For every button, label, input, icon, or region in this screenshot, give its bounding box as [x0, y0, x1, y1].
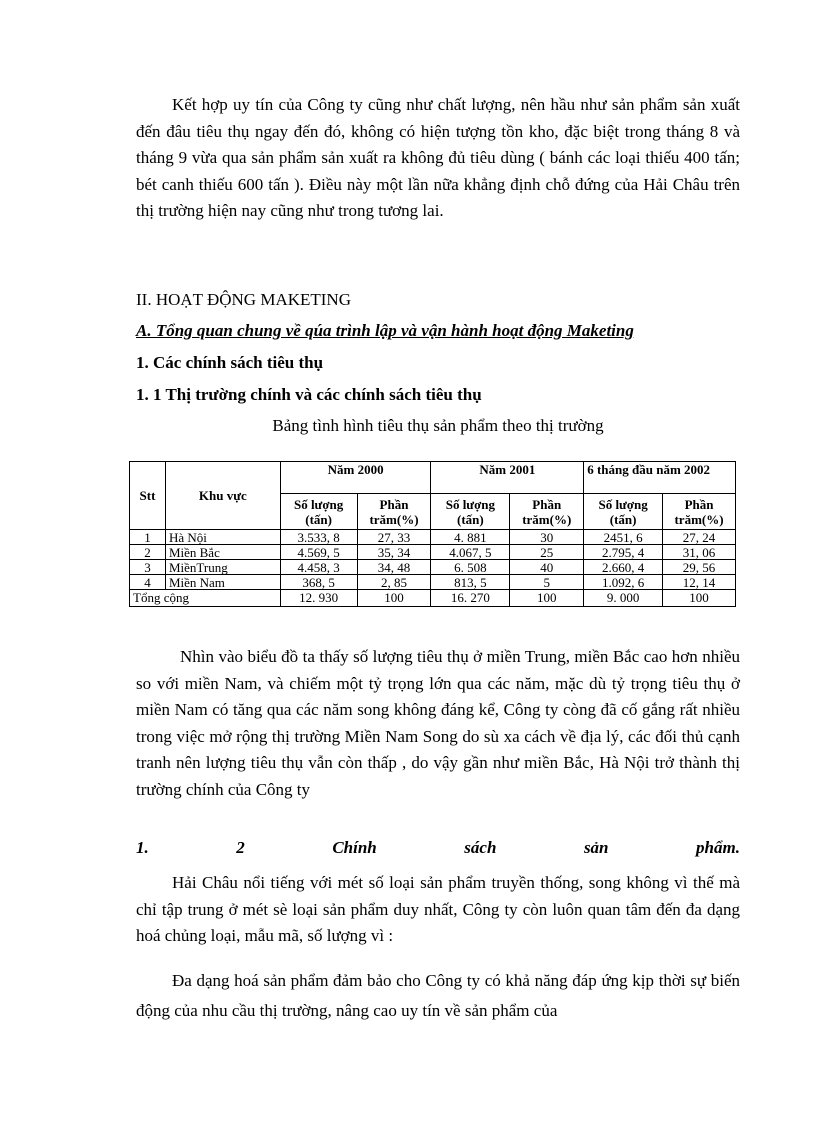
- paragraph-intro: Kết hợp uy tín của Công ty cũng như chất lượng, nên hầu như sản phẩm sản xuất đến đâu tiêu thụ ngay đến đó, không có hiện tượng tồn kho, đặc biệt trong tháng 8 và tháng 9 vừa qua sản phẩm sản xuất ra không đủ tiêu dùng ( bánh các loại thiếu 400 tấn; bét canh thiếu 600 tấn ). Điều này một lần nữa khẳng định chỗ đứng của Hải Châu trên thị trường hiện nay cũng như trong tương lai.: [136, 95, 741, 220]
- table-caption: Bảng tình hình tiêu thụ sản phẩm theo thị trường: [272, 416, 604, 435]
- header-pct-2000: Phần trăm(%): [357, 494, 431, 530]
- heading-section-1-2: 1. 2 Chính sách sản phẩm.: [136, 838, 740, 857]
- header-pct-2001: Phần trăm(%): [510, 494, 584, 530]
- paragraph-diversification: Đa dạng hoá sản phẩm đảm bảo cho Công ty có khả năng đáp ứng kịp thời sự biến động của nhu cầu thị trường, nâng cao uy tín về sản phẩm của: [136, 971, 741, 1020]
- header-stt: Stt: [130, 462, 166, 530]
- header-year-2002: 6 tháng đầu năm 2002: [584, 462, 736, 494]
- table-total-row: Tổng cộng 12. 930 100 16. 270 100 9. 000 100: [130, 590, 736, 607]
- table-row: 3 MiềnTrung 4.458, 3 34, 48 6. 508 40 2.660, 4 29, 56: [130, 560, 736, 575]
- heading-section-1-1: 1. 1 Thị trường chính và các chính sách tiêu thụ: [136, 385, 482, 404]
- table-row: 1 Hà Nội 3.533, 8 27, 33 4. 881 30 2451, 6 27, 24: [130, 530, 736, 545]
- heading-section-ii: II. HOẠT ĐỘNG MAKETING: [136, 290, 351, 309]
- header-region: Khu vực: [165, 462, 280, 530]
- heading-section-a: A. Tổng quan chung về qúa trình lập và vận hành hoạt động Maketing: [136, 321, 634, 340]
- heading-section-1: 1. Các chính sách tiêu thụ: [136, 353, 324, 372]
- paragraph-product-policy: Hải Châu nổi tiếng với mét số loại sản phẩm truyền thống, song không vì thế mà chỉ tập trung ở mét sè loại sản phẩm duy nhất, Công ty còn luôn quan tâm đến đa dạng hoá chủng loại, mẫu mã, số lượng vì :: [136, 873, 740, 945]
- paragraph-analysis: Nhìn vào biểu đồ ta thấy số lượng tiêu thụ ở miền Trung, miền Bắc cao hơn nhiều so với miền Nam, và chiếm một tỷ trọng lớn qua các năm, mặc dù tỷ trọng tiêu thụ ở miền Nam có tăng qua các năm song không đáng kể, Công ty còng đã cố gắng rất nhiều trong việc mở rộng thị trường Miền Nam Song do sù xa cách về địa lý, các đối thủ cạnh tranh nên lượng tiêu thụ vẫn còn thấp , do vậy gần như miền Bắc, Hà Nội trở thành thị trường chính của Công ty: [136, 647, 741, 799]
- header-qty-2001: Số lượng (tấn): [431, 494, 510, 530]
- sales-by-market-table: [129, 461, 736, 607]
- table-row: 2 Miền Bắc 4.569, 5 35, 34 4.067, 5 25 2.795, 4 31, 06: [130, 545, 736, 560]
- header-qty-2002: Số lượng (tấn): [584, 494, 663, 530]
- header-qty-2000: Số lượng (tấn): [280, 494, 357, 530]
- table-row: 4 Miền Nam 368, 5 2, 85 813, 5 5 1.092, 6 12, 14: [130, 575, 736, 590]
- header-year-2000: Năm 2000: [280, 462, 431, 494]
- header-pct-2002: Phần trăm(%): [663, 494, 736, 530]
- header-year-2001: Năm 2001: [431, 462, 584, 494]
